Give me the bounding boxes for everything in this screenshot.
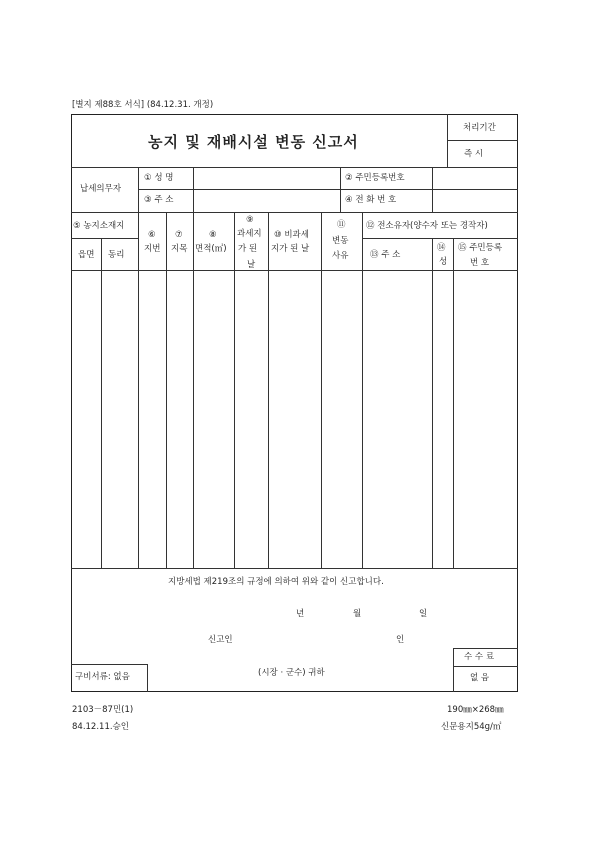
taxable-date-l2: 가 된 [238,244,258,254]
attachments-label: 구비서류: 없음 [75,672,130,682]
address-field[interactable] [194,190,339,211]
dong-header: 동리 [108,250,125,260]
new-owner-address-header: ⑬ 주 소 [370,250,401,260]
new-owner-name-num: ⑭ [437,243,446,253]
location-group-header: ⑤ 농지소재지 [73,221,125,231]
fee-value: 없 음 [470,673,490,683]
land-cat-num: ⑦ [175,230,183,240]
phone-label: ④ 전 화 번 호 [345,195,397,205]
paper-size: 190㎜×268㎜ [447,705,504,715]
date-day: 일 [419,609,428,619]
date-month: 월 [353,609,362,619]
lot-no-num: ⑥ [148,230,156,240]
eup-header: 읍면 [78,250,95,260]
nontax-date-l2: 지가 된 날 [271,244,310,254]
nontax-date-l1: ⑩ 비과세 [274,230,309,240]
reporter-label: 신고인 [208,635,233,645]
taxpayer-label: 납세의무자 [80,184,122,194]
area-num: ⑧ [209,230,217,240]
paper-type: 신문용지54g/㎡ [441,722,502,732]
address-label: ③ 주 소 [144,195,174,205]
new-owner-id-l1: ⑮ 주민등록 [458,243,503,253]
reporter-seal: 인 [396,635,405,645]
area-header: 면적(㎡) [195,244,227,254]
taxable-date-l3: 날 [247,260,256,270]
date-year: 년 [296,609,305,619]
approval-date: 84.12.11.승인 [72,722,129,732]
new-owner-name-header: 성 [439,257,448,267]
form-reference: [별지 제88호 서식] (84.12.31. 개정) [72,100,214,110]
change-reason-l1: 변동 [332,236,349,246]
reporter-name-field[interactable] [250,630,390,648]
taxable-date-num: ⑨ [246,215,254,225]
name-field[interactable] [194,168,339,188]
id-number-field[interactable] [433,168,517,188]
change-reason-num: ⑪ [337,220,346,230]
id-number-label: ② 주민등록번호 [345,173,405,183]
entries-table-body[interactable] [72,271,517,567]
recipient-line: (시장 · 군수) 귀하 [258,668,325,678]
form-code: 2103－87민(1) [72,705,134,715]
lot-no-header: 지번 [144,244,161,254]
processing-period-label: 처리기간 [463,123,496,133]
land-cat-header: 지목 [171,244,188,254]
name-label: ① 성 명 [144,173,174,183]
new-owner-group-header: ⑫ 전소유자(양수자 또는 경작자) [366,221,488,231]
declaration-text: 지방세법 제219조의 규정에 의하여 위와 같이 신고합니다. [168,577,384,587]
fee-label: 수 수 료 [464,652,495,662]
taxable-date-l1: 과세지 [237,229,262,239]
change-reason-l2: 사유 [332,251,349,261]
new-owner-id-l2: 번 호 [470,258,490,268]
phone-field[interactable] [433,190,517,211]
processing-period-value: 즉 시 [464,149,484,159]
form-title: 농지 및 재배시설 변동 신고서 [148,133,359,151]
